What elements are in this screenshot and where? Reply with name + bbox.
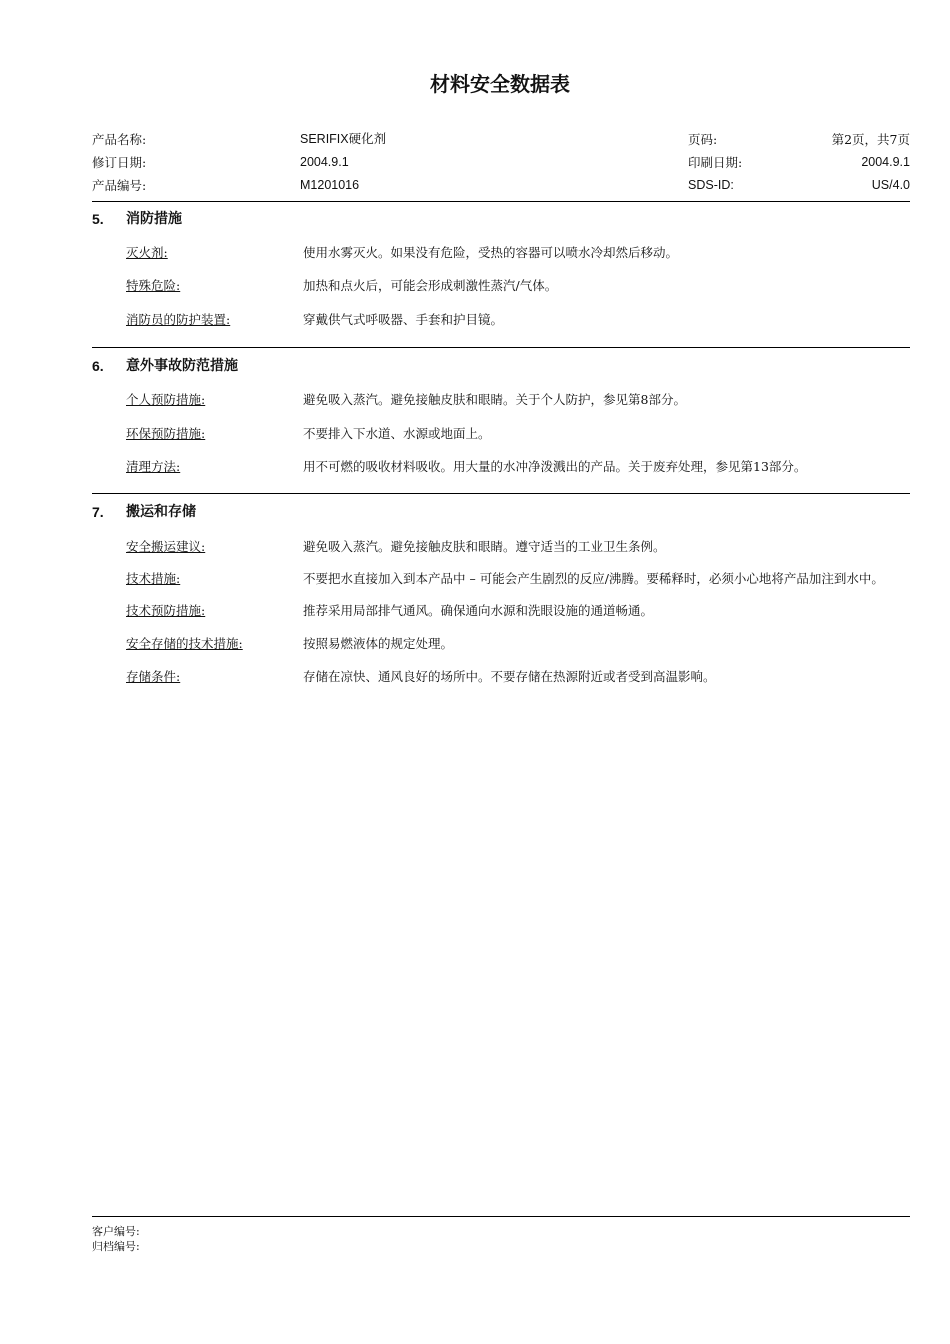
field-label: 安全搬运建议:: [126, 539, 206, 554]
field-label: 消防员的防护装置:: [126, 312, 231, 327]
section-handling-storage: [92, 501, 910, 686]
product-code-value: M1201016: [300, 178, 360, 192]
list-item: [92, 425, 910, 443]
section-accidental-release: [92, 355, 910, 476]
field-text: 推荐采用局部排气通风。确保通向水源和洗眼设施的通道畅通。: [303, 603, 654, 618]
field-label: 存储条件:: [126, 669, 181, 684]
customer-number-label: 客户编号:: [92, 1225, 140, 1238]
section-number: 5.: [92, 211, 104, 227]
section-title: 消防措施: [126, 211, 182, 227]
archive-number-label: 归档编号:: [92, 1240, 140, 1253]
list-item: [92, 391, 910, 409]
field-text: 避免吸入蒸汽。避免接触皮肤和眼睛。遵守适当的工业卫生条例。: [303, 539, 666, 554]
field-label: 特殊危险:: [126, 278, 181, 293]
header-row-product: [92, 128, 910, 151]
list-item: [92, 244, 910, 262]
field-text: 不要把水直接加入到本产品中 – 可能会产生剧烈的反应/沸腾。要稀释时，必须小心地将产品加注到水中。: [303, 571, 884, 586]
list-item: [92, 311, 910, 329]
product-name-value: SERIFIX硬化剂: [300, 132, 387, 146]
field-label: 技术措施:: [126, 571, 181, 586]
field-text: 不要排入下水道、水源或地面上。: [303, 426, 491, 441]
section-title: 搬运和存储: [126, 504, 196, 520]
sds-label: SDS-ID:: [688, 178, 734, 192]
footer-divider: [92, 1216, 910, 1217]
field-text: 存储在凉快、通风良好的场所中。不要存储在热源附近或者受到高温影响。: [303, 669, 716, 684]
field-label: 灭火剂:: [126, 245, 168, 260]
field-text: 使用水雾灭火。如果没有危险，受热的容器可以喷水冷却然后移动。: [303, 245, 679, 260]
field-label: 安全存储的技术措施:: [126, 636, 243, 651]
document-header: [92, 128, 910, 202]
field-label: 个人预防措施:: [126, 392, 206, 407]
list-item: [92, 570, 910, 588]
section-heading: [92, 355, 910, 377]
print-date: 2004.9.1: [861, 155, 910, 169]
sds-value: US/4.0: [871, 178, 910, 192]
section-title: 意外事故防范措施: [126, 358, 238, 374]
field-text: 避免吸入蒸汽。避免接触皮肤和眼睛。关于个人防护，参见第8部分。: [303, 392, 686, 407]
section-heading: [92, 208, 910, 230]
list-item: [92, 458, 910, 476]
revision-date: 2004.9.1: [300, 155, 349, 169]
document-title: 材料安全数据表: [430, 72, 570, 96]
field-label: 技术预防措施:: [126, 603, 206, 618]
list-item: [92, 538, 910, 556]
header-row-revision: [92, 151, 910, 174]
print-label: 印刷日期:: [688, 155, 743, 170]
page-value: 第2页，共7页: [831, 132, 910, 147]
document-footer: [92, 1224, 140, 1254]
field-text: 用不可燃的吸收材料吸收。用大量的水冲净泼溅出的产品。关于废弃处理，参见第13部分。: [303, 459, 807, 474]
revision-label: 修订日期:: [92, 155, 147, 170]
section-divider: [92, 493, 910, 494]
field-text: 按照易燃液体的规定处理。: [303, 636, 454, 651]
section-number: 6.: [92, 358, 104, 374]
list-item: [92, 668, 910, 686]
section-divider: [92, 347, 910, 348]
list-item: [92, 635, 910, 653]
header-row-code: [92, 174, 910, 197]
field-label: 环保预防措施:: [126, 426, 206, 441]
page-label: 页码:: [688, 132, 718, 147]
section-fire-fighting: [92, 208, 910, 329]
list-item: [92, 602, 910, 620]
section-heading: [92, 501, 910, 523]
product-code-label: 产品编号:: [92, 178, 147, 193]
product-name-label: 产品名称:: [92, 132, 147, 147]
field-label: 清理方法:: [126, 459, 181, 474]
field-text: 穿戴供气式呼吸器、手套和护目镜。: [303, 312, 504, 327]
section-number: 7.: [92, 504, 104, 520]
field-text: 加热和点火后，可能会形成刺激性蒸汽/气体。: [303, 278, 558, 293]
list-item: [92, 277, 910, 295]
